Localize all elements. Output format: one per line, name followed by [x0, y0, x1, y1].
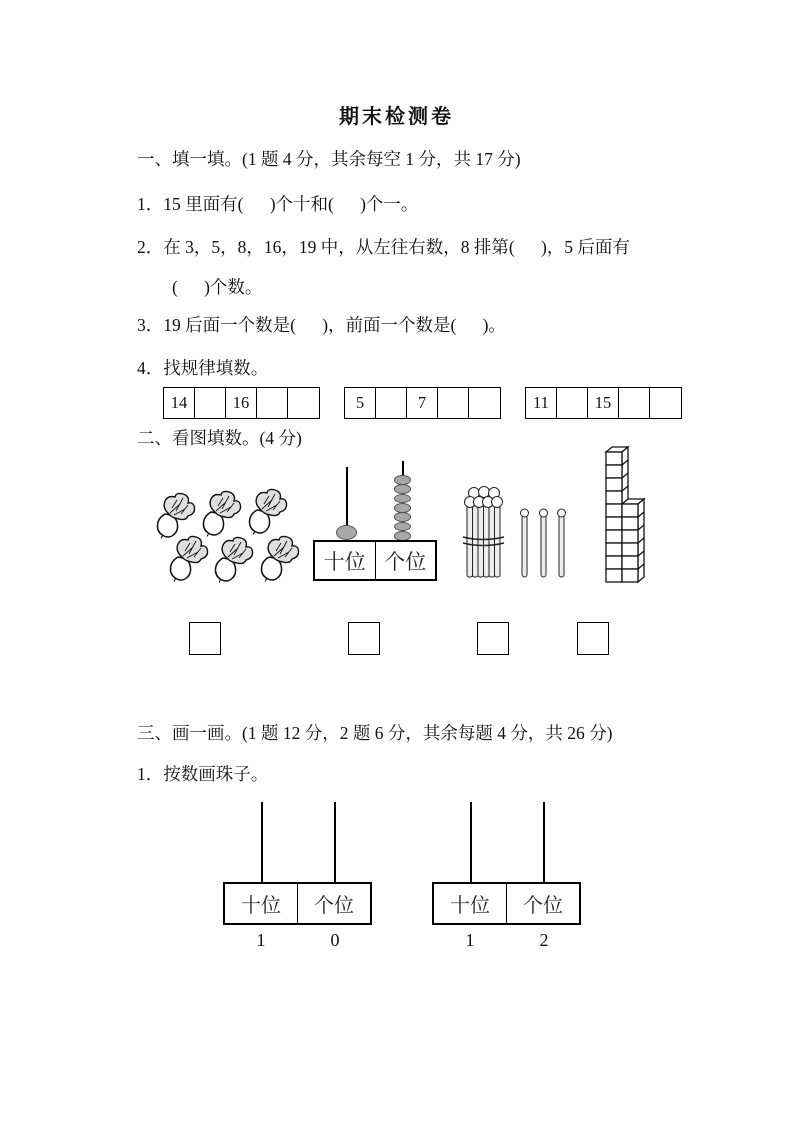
number-table-1: [163, 387, 320, 419]
chart1-box: [223, 882, 372, 925]
chart2-ones-rod: [543, 802, 545, 882]
abacus-place-value-box: [313, 540, 437, 581]
table-cell: [195, 388, 226, 418]
table-cell: [376, 388, 407, 418]
chart2-tens-label: 十位: [450, 895, 490, 917]
chart1-tens-digit: 1: [256, 930, 266, 950]
answer-box-4: [577, 622, 609, 655]
abacus-ones-bead: [394, 484, 411, 494]
sticks-illustration: [460, 485, 572, 581]
abacus-tens-bead: [336, 525, 357, 540]
chart1-ones-digit: 0: [330, 930, 340, 950]
table-cell: [650, 388, 681, 418]
section3-question-1: 1．按数画珠子。: [137, 764, 269, 784]
abacus-ones-bead: [394, 522, 411, 532]
table-cell: 15: [588, 388, 619, 418]
table-cell: [557, 388, 588, 418]
section1-heading: 一、填一填。(1 题 4 分，其余每空 1 分，共 17 分): [137, 149, 521, 169]
cube-tower-illustration: [602, 444, 654, 586]
table-cell: [469, 388, 500, 418]
radishes-illustration: [146, 486, 306, 586]
page-title: 期末检测卷: [339, 106, 454, 128]
chart1-ones-rod: [334, 802, 336, 882]
table-cell: [438, 388, 469, 418]
table-cell: 11: [526, 388, 557, 418]
table-cell: 16: [226, 388, 257, 418]
chart1-ones-label: 个位: [297, 884, 370, 923]
abacus-ones-bead: [394, 512, 411, 522]
chart2-ones-label: 个位: [506, 884, 579, 923]
question-4: 4．找规律填数。: [137, 358, 269, 378]
number-table-3: [525, 387, 682, 419]
section3-heading: 三、画一画。(1 题 12 分，2 题 6 分，其余每题 4 分，共 26 分): [137, 723, 613, 743]
chart2-ones-digit: 2: [539, 930, 549, 950]
question-2-line2: ( )个数。: [172, 277, 263, 297]
answer-box-1: [189, 622, 221, 655]
question-2-line1: 2．在 3，5，8，16，19 中，从左往右数，8 排第( )，5 后面有: [137, 237, 630, 257]
abacus-ones-bead: [394, 494, 411, 504]
table-cell: 5: [345, 388, 376, 418]
table-cell: [288, 388, 319, 418]
section2-heading: 二、看图填数。(4 分): [137, 428, 302, 448]
question-1: 1．15 里面有( )个十和( )个一。: [137, 194, 419, 214]
number-table-2: [344, 387, 501, 419]
table-cell: 14: [164, 388, 195, 418]
chart1-tens-label: 十位: [241, 895, 281, 917]
question-3: 3．19 后面一个数是( )，前面一个数是( )。: [137, 315, 506, 335]
chart2-box: [432, 882, 581, 925]
chart2-tens-rod: [470, 802, 472, 882]
chart1-tens-rod: [261, 802, 263, 882]
table-cell: [619, 388, 650, 418]
table-cell: [257, 388, 288, 418]
table-cell: 7: [407, 388, 438, 418]
answer-box-2: [348, 622, 380, 655]
abacus-ones-label: 个位: [375, 542, 436, 579]
abacus-tens-label: 十位: [323, 549, 366, 574]
answer-box-3: [477, 622, 509, 655]
chart2-tens-digit: 1: [465, 930, 475, 950]
